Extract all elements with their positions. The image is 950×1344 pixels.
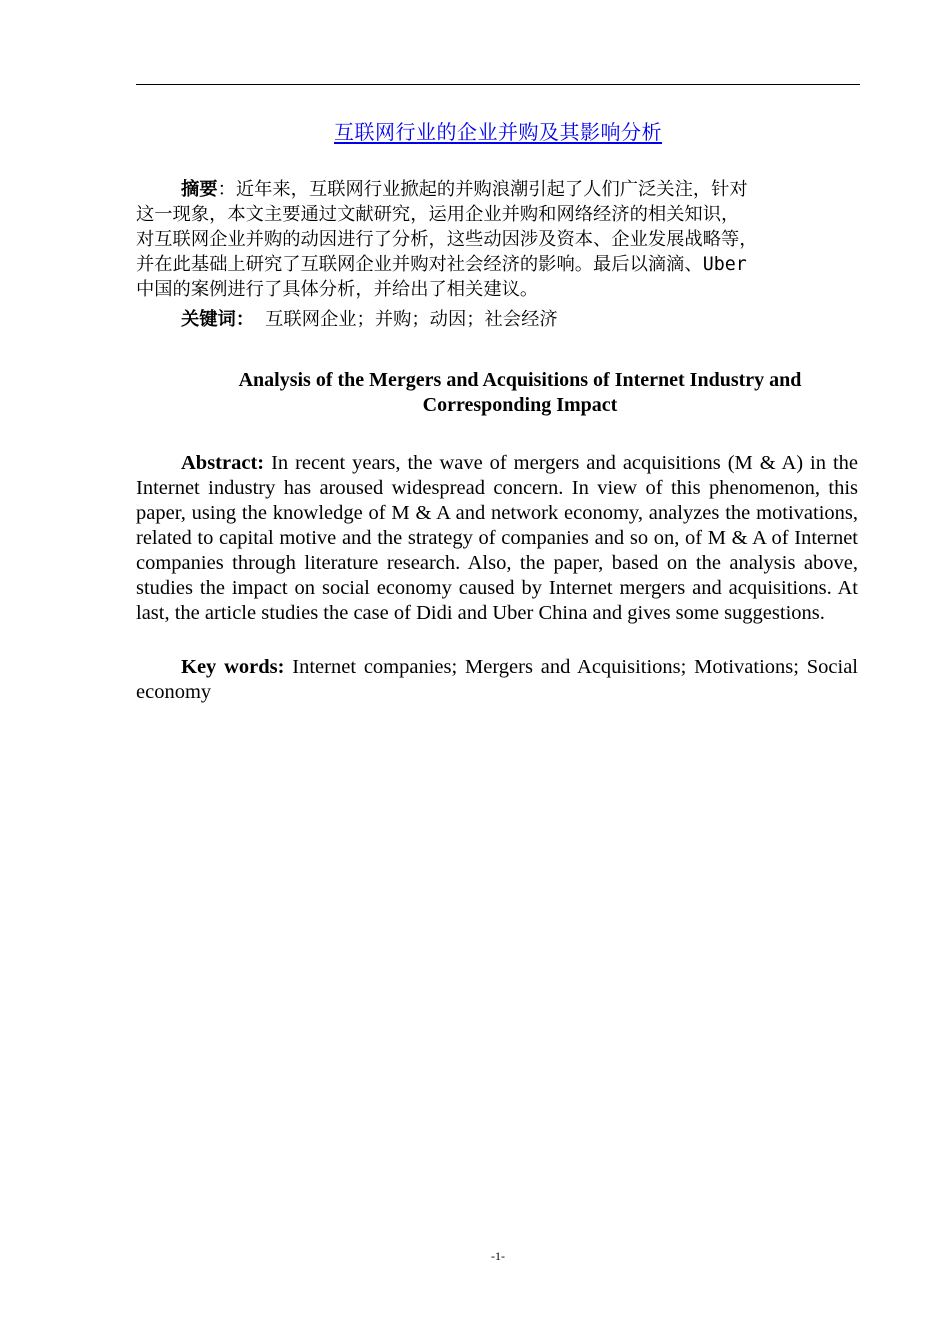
english-keywords-label: Key words: [181,656,285,678]
chinese-abstract [136,177,866,302]
english-abstract-text: In recent years, the wave of mergers and acquisitions (M & A) in the Internet industry has aroused widespread concern. In view of this phenomenon, this paper, using the knowledge of M & A and network economy, analyzes the motivations, related to capital motive and the strategy of companies and so on, of M & A of Internet companies through literature research. Also, the paper, based on the analysis above, studies the impact on social economy caused by Internet mergers and acquisitions. At last, the article studies the case of Didi and Uber China and gives some suggestions. [136,452,858,624]
chinese-abstract-line: 对互联网企业并购的动因进行了分析，这些动因涉及资本、企业发展战略等， [136,229,758,250]
chinese-abstract-line: 这一现象，本文主要通过文献研究，运用企业并购和网络经济的相关知识， [136,204,740,225]
chinese-keywords-label: 关键词： [181,309,255,330]
page-number: -1- [491,1249,505,1263]
english-keywords-text: Internet companies; Mergers and Acquisitions; Motivations; Social economy [136,656,858,703]
chinese-abstract-line: 并在此基础上研究了互联网企业并购对社会经济的影响。最后以滴滴、Uber [136,254,747,275]
chinese-keywords-text: 互联网企业；并购；动因；社会经济 [265,309,558,330]
chinese-title[interactable]: 互联网行业的企业并购及其影响分析 [334,120,662,144]
english-abstract [136,451,858,626]
english-title [180,368,860,418]
chinese-keywords [181,307,558,332]
chinese-abstract-line [136,177,866,202]
english-title-line: Corresponding Impact [422,394,618,416]
english-title-line: Analysis of the Mergers and Acquisitions of Internet Industry and [238,369,802,391]
chinese-abstract-label: 摘要 [181,179,218,200]
header-rule [136,84,860,85]
english-abstract-label: Abstract: [181,452,265,474]
chinese-abstract-line: 中国的案例进行了具体分析，并给出了相关建议。 [136,279,539,300]
chinese-abstract-text: ：近年来，互联网行业掀起的并购浪潮引起了人们广泛关注，针对 [217,179,748,200]
english-keywords [136,655,858,705]
